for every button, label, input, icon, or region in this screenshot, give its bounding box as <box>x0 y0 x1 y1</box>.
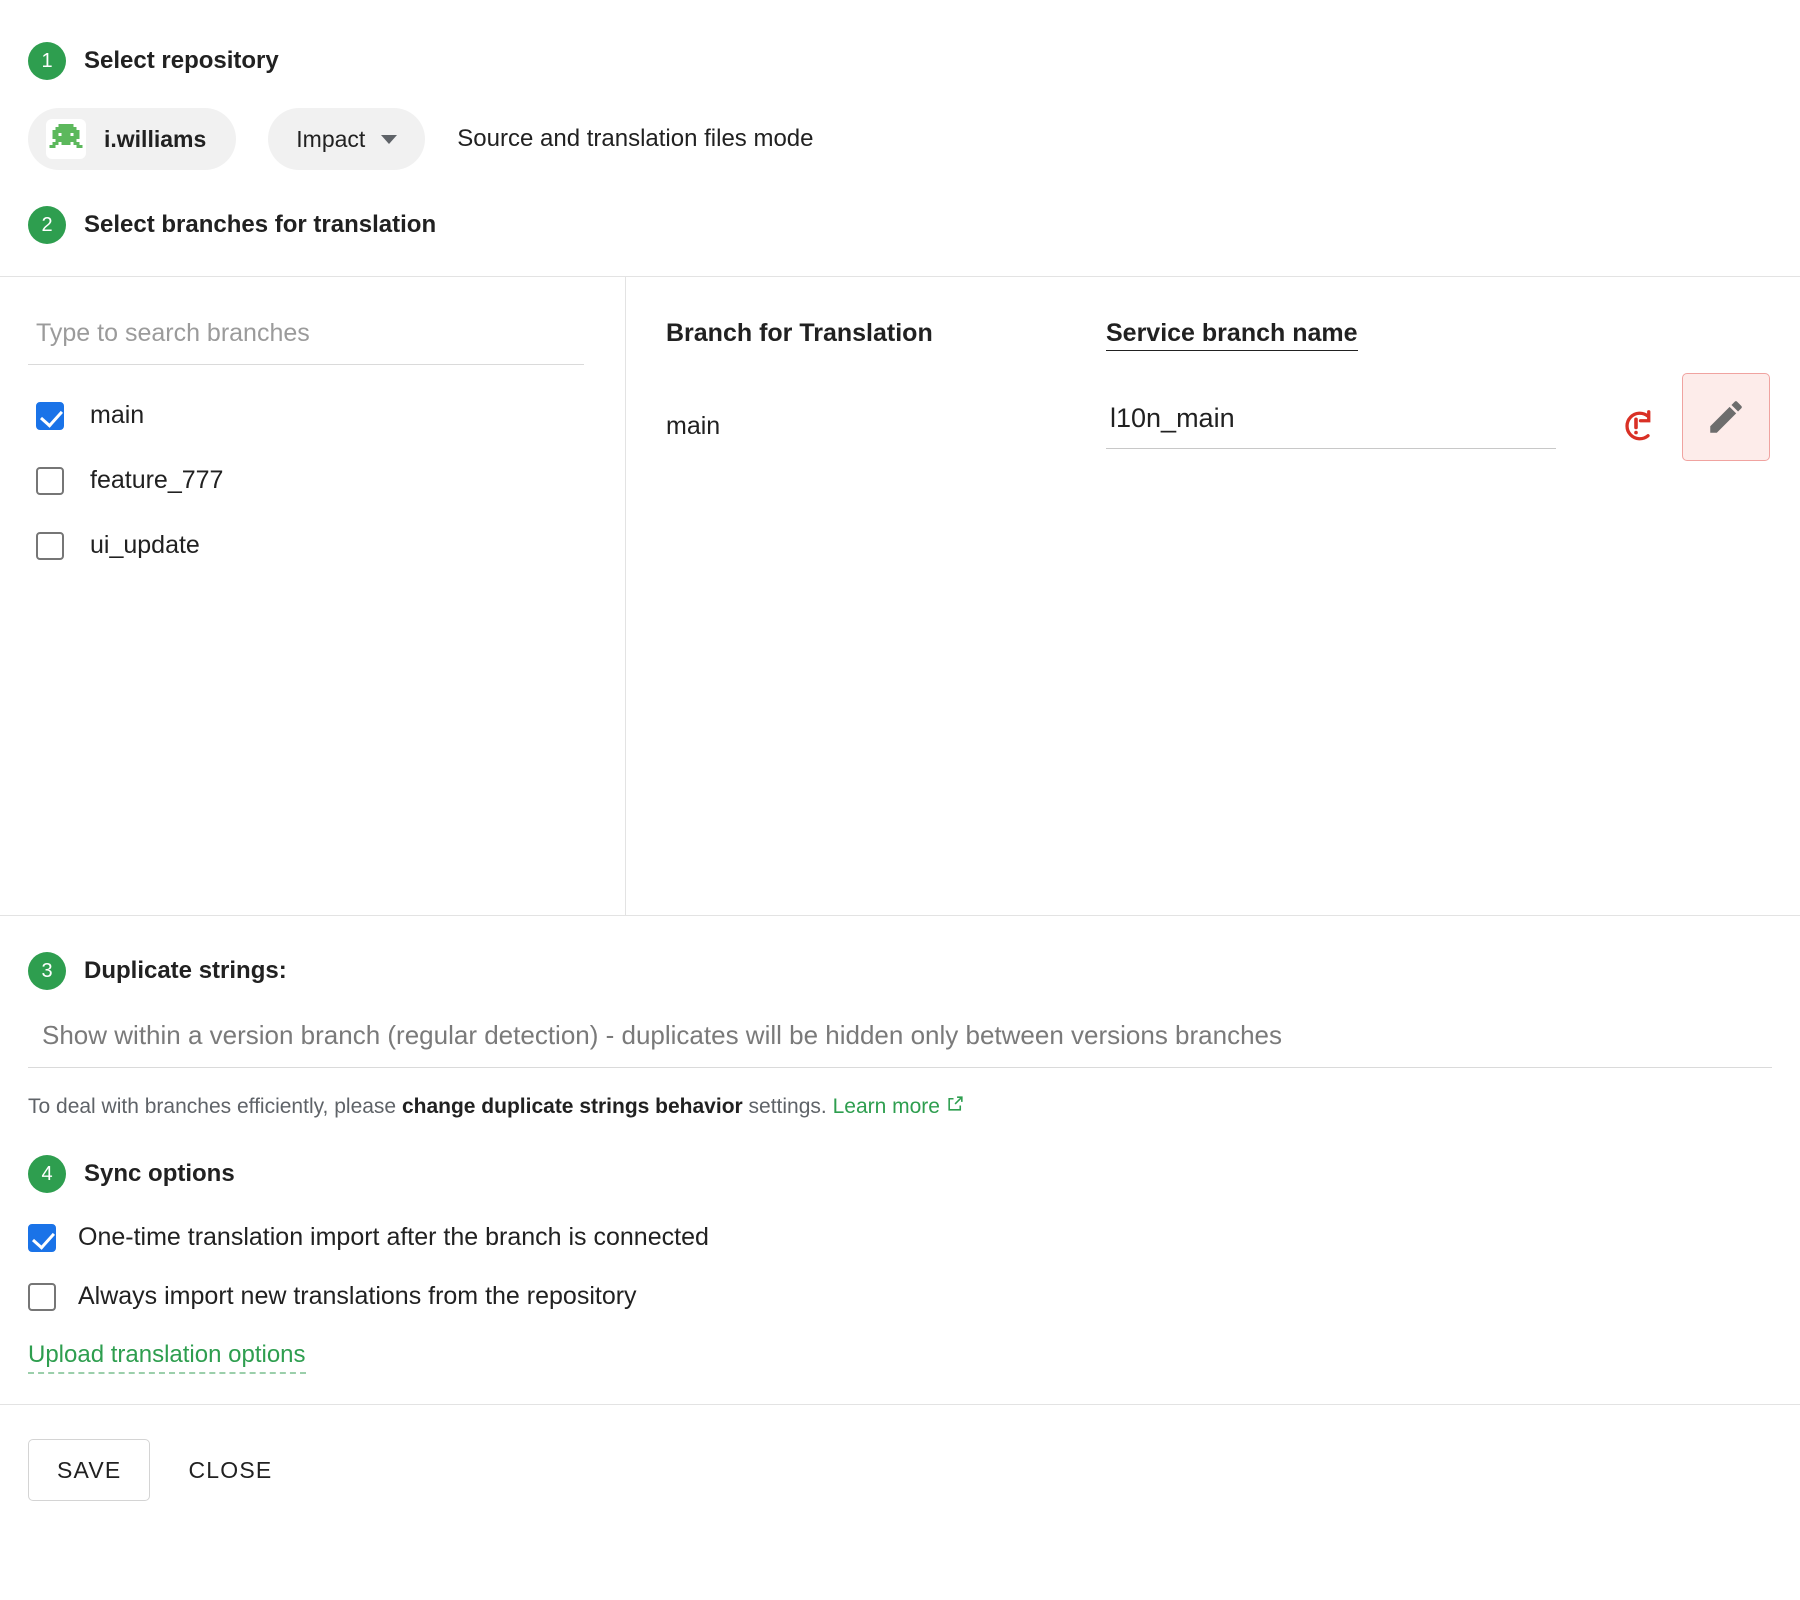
branches-panel <box>0 276 1800 916</box>
section-select-repository <box>0 0 1800 170</box>
sync-option-label-always-import: Always import new translations from the repository <box>78 1282 637 1310</box>
hint-prefix: To deal with branches efficiently, please <box>28 1095 402 1118</box>
step-header-1 <box>28 42 1772 80</box>
branch-label-uiupdate: ui_update <box>90 531 200 559</box>
learn-more-link[interactable] <box>833 1095 965 1118</box>
step-number-1: 1 <box>28 42 66 80</box>
table-row <box>666 403 1800 449</box>
sync-option-one-time[interactable] <box>28 1223 1772 1252</box>
dialog-footer <box>0 1404 1800 1501</box>
account-name: i.williams <box>104 125 207 152</box>
upload-translation-options-link[interactable]: Upload translation options <box>28 1341 306 1374</box>
avatar <box>46 119 86 159</box>
sync-option-checkbox-one-time[interactable] <box>28 1224 56 1252</box>
branch-checkbox-main[interactable] <box>36 402 64 430</box>
hint-bold: change duplicate strings behavior <box>401 1095 743 1118</box>
repository-row <box>28 108 1772 170</box>
branch-checkbox-uiupdate[interactable] <box>36 532 64 560</box>
step-title-1: Select repository <box>84 47 279 74</box>
branch-list-item-feature777[interactable] <box>28 466 597 495</box>
save-button[interactable]: SAVE <box>28 1439 150 1501</box>
branch-list-item-uiupdate[interactable] <box>28 531 597 560</box>
step-header-4 <box>28 1155 1772 1193</box>
pencil-icon <box>1705 396 1747 438</box>
project-dropdown-label: Impact <box>296 125 366 152</box>
column-header-branch: Branch for Translation <box>666 319 933 347</box>
branch-label-main: main <box>90 401 145 429</box>
project-dropdown[interactable] <box>268 108 425 170</box>
column-header-service-branch: Service branch name <box>1106 319 1358 351</box>
section-select-branches <box>0 170 1800 244</box>
sync-error-icon[interactable] <box>1618 408 1654 444</box>
space-invader-icon <box>49 124 83 154</box>
service-branch-input[interactable] <box>1106 403 1556 449</box>
row-branch-name: main <box>666 411 721 440</box>
files-mode-text: Source and translation files mode <box>457 125 814 152</box>
search-branches-input[interactable] <box>28 319 584 365</box>
branch-checkbox-feature777[interactable] <box>36 467 64 495</box>
edit-service-branch-button[interactable] <box>1682 373 1770 461</box>
step-title-3: Duplicate strings: <box>84 957 287 984</box>
chevron-down-icon <box>381 135 397 144</box>
branch-list-panel <box>0 277 626 915</box>
step-number-3: 3 <box>28 952 66 990</box>
step-title-4: Sync options <box>84 1160 235 1187</box>
sync-option-always-import[interactable] <box>28 1282 1772 1311</box>
account-chip[interactable] <box>28 108 236 170</box>
branch-label-feature777: feature_777 <box>90 466 224 494</box>
translation-table-header <box>666 319 1800 351</box>
step-number-2: 2 <box>28 206 66 244</box>
step-number-4: 4 <box>28 1155 66 1193</box>
close-button[interactable]: CLOSE <box>164 1439 296 1501</box>
hint-suffix: settings. <box>742 1095 833 1118</box>
branch-list-item-main[interactable] <box>28 401 597 430</box>
translation-table-panel <box>626 277 1800 915</box>
learn-more-label: Learn more <box>832 1095 940 1118</box>
sync-option-checkbox-always-import[interactable] <box>28 1283 56 1311</box>
step-title-2: Select branches for translation <box>84 211 437 238</box>
duplicate-strings-select[interactable]: Show within a version branch (regular detection) - duplicates will be hidden only between versions branches <box>28 1020 1772 1068</box>
sync-option-label-one-time: One-time translation import after the branch is connected <box>78 1223 709 1251</box>
step-header-3 <box>28 952 1772 990</box>
section-sync-options <box>0 1119 1800 1374</box>
external-link-icon <box>946 1094 965 1119</box>
section-duplicate-strings <box>0 916 1800 1119</box>
duplicate-strings-hint <box>28 1094 1772 1119</box>
step-header-2 <box>28 206 1772 244</box>
